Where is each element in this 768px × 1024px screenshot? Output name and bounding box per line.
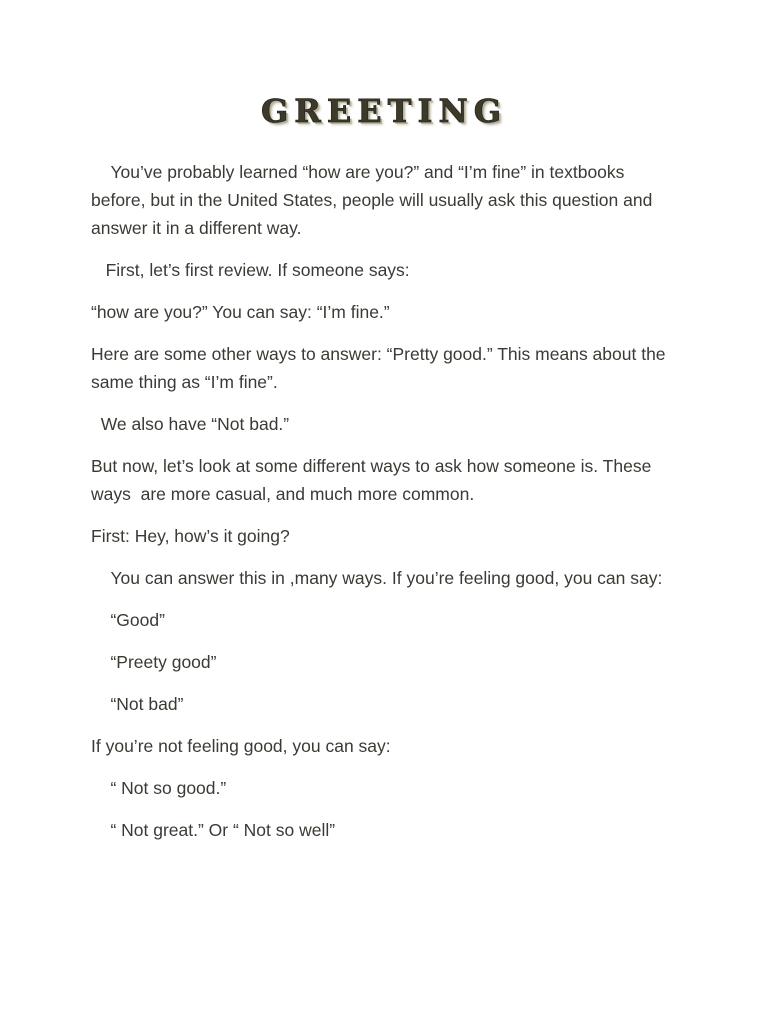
paragraph-review: First, let’s first review. If someone says:: [91, 260, 410, 280]
answer-not-so-good: “ Not so good.”: [91, 778, 227, 798]
paragraph-how-are-you: “how are you?” You can say: “I’m fine.”: [91, 302, 390, 322]
answer-not-bad: “Not bad”: [91, 694, 184, 714]
document-body: [91, 158, 681, 858]
paragraph-not-feeling-good: If you’re not feeling good, you can say:: [91, 736, 391, 756]
answer-good: “Good”: [91, 610, 165, 630]
answer-not-great: “ Not great.” Or “ Not so well”: [91, 820, 336, 840]
paragraph-other-ways: Here are some other ways to answer: “Pretty good.” This means about the same thing as “I’m fine”.: [91, 344, 671, 392]
page-title: GREETING: [260, 92, 508, 130]
paragraph-hows-it-going: First: Hey, how’s it going?: [91, 526, 290, 546]
answer-pretty-good: “Preety good”: [91, 652, 217, 672]
paragraph-intro: You’ve probably learned “how are you?” and “I’m fine” in textbooks before, but in the United States, people will usually ask this question and answer it in a different way.: [91, 162, 658, 238]
paragraph-not-bad: We also have “Not bad.”: [91, 414, 290, 434]
paragraph-answer-many-ways: You can answer this in ,many ways. If you’re feeling good, you can say:: [91, 568, 663, 588]
paragraph-casual-ways: But now, let’s look at some different ways to ask how someone is. These ways are more casual, and much more common.: [91, 456, 657, 504]
